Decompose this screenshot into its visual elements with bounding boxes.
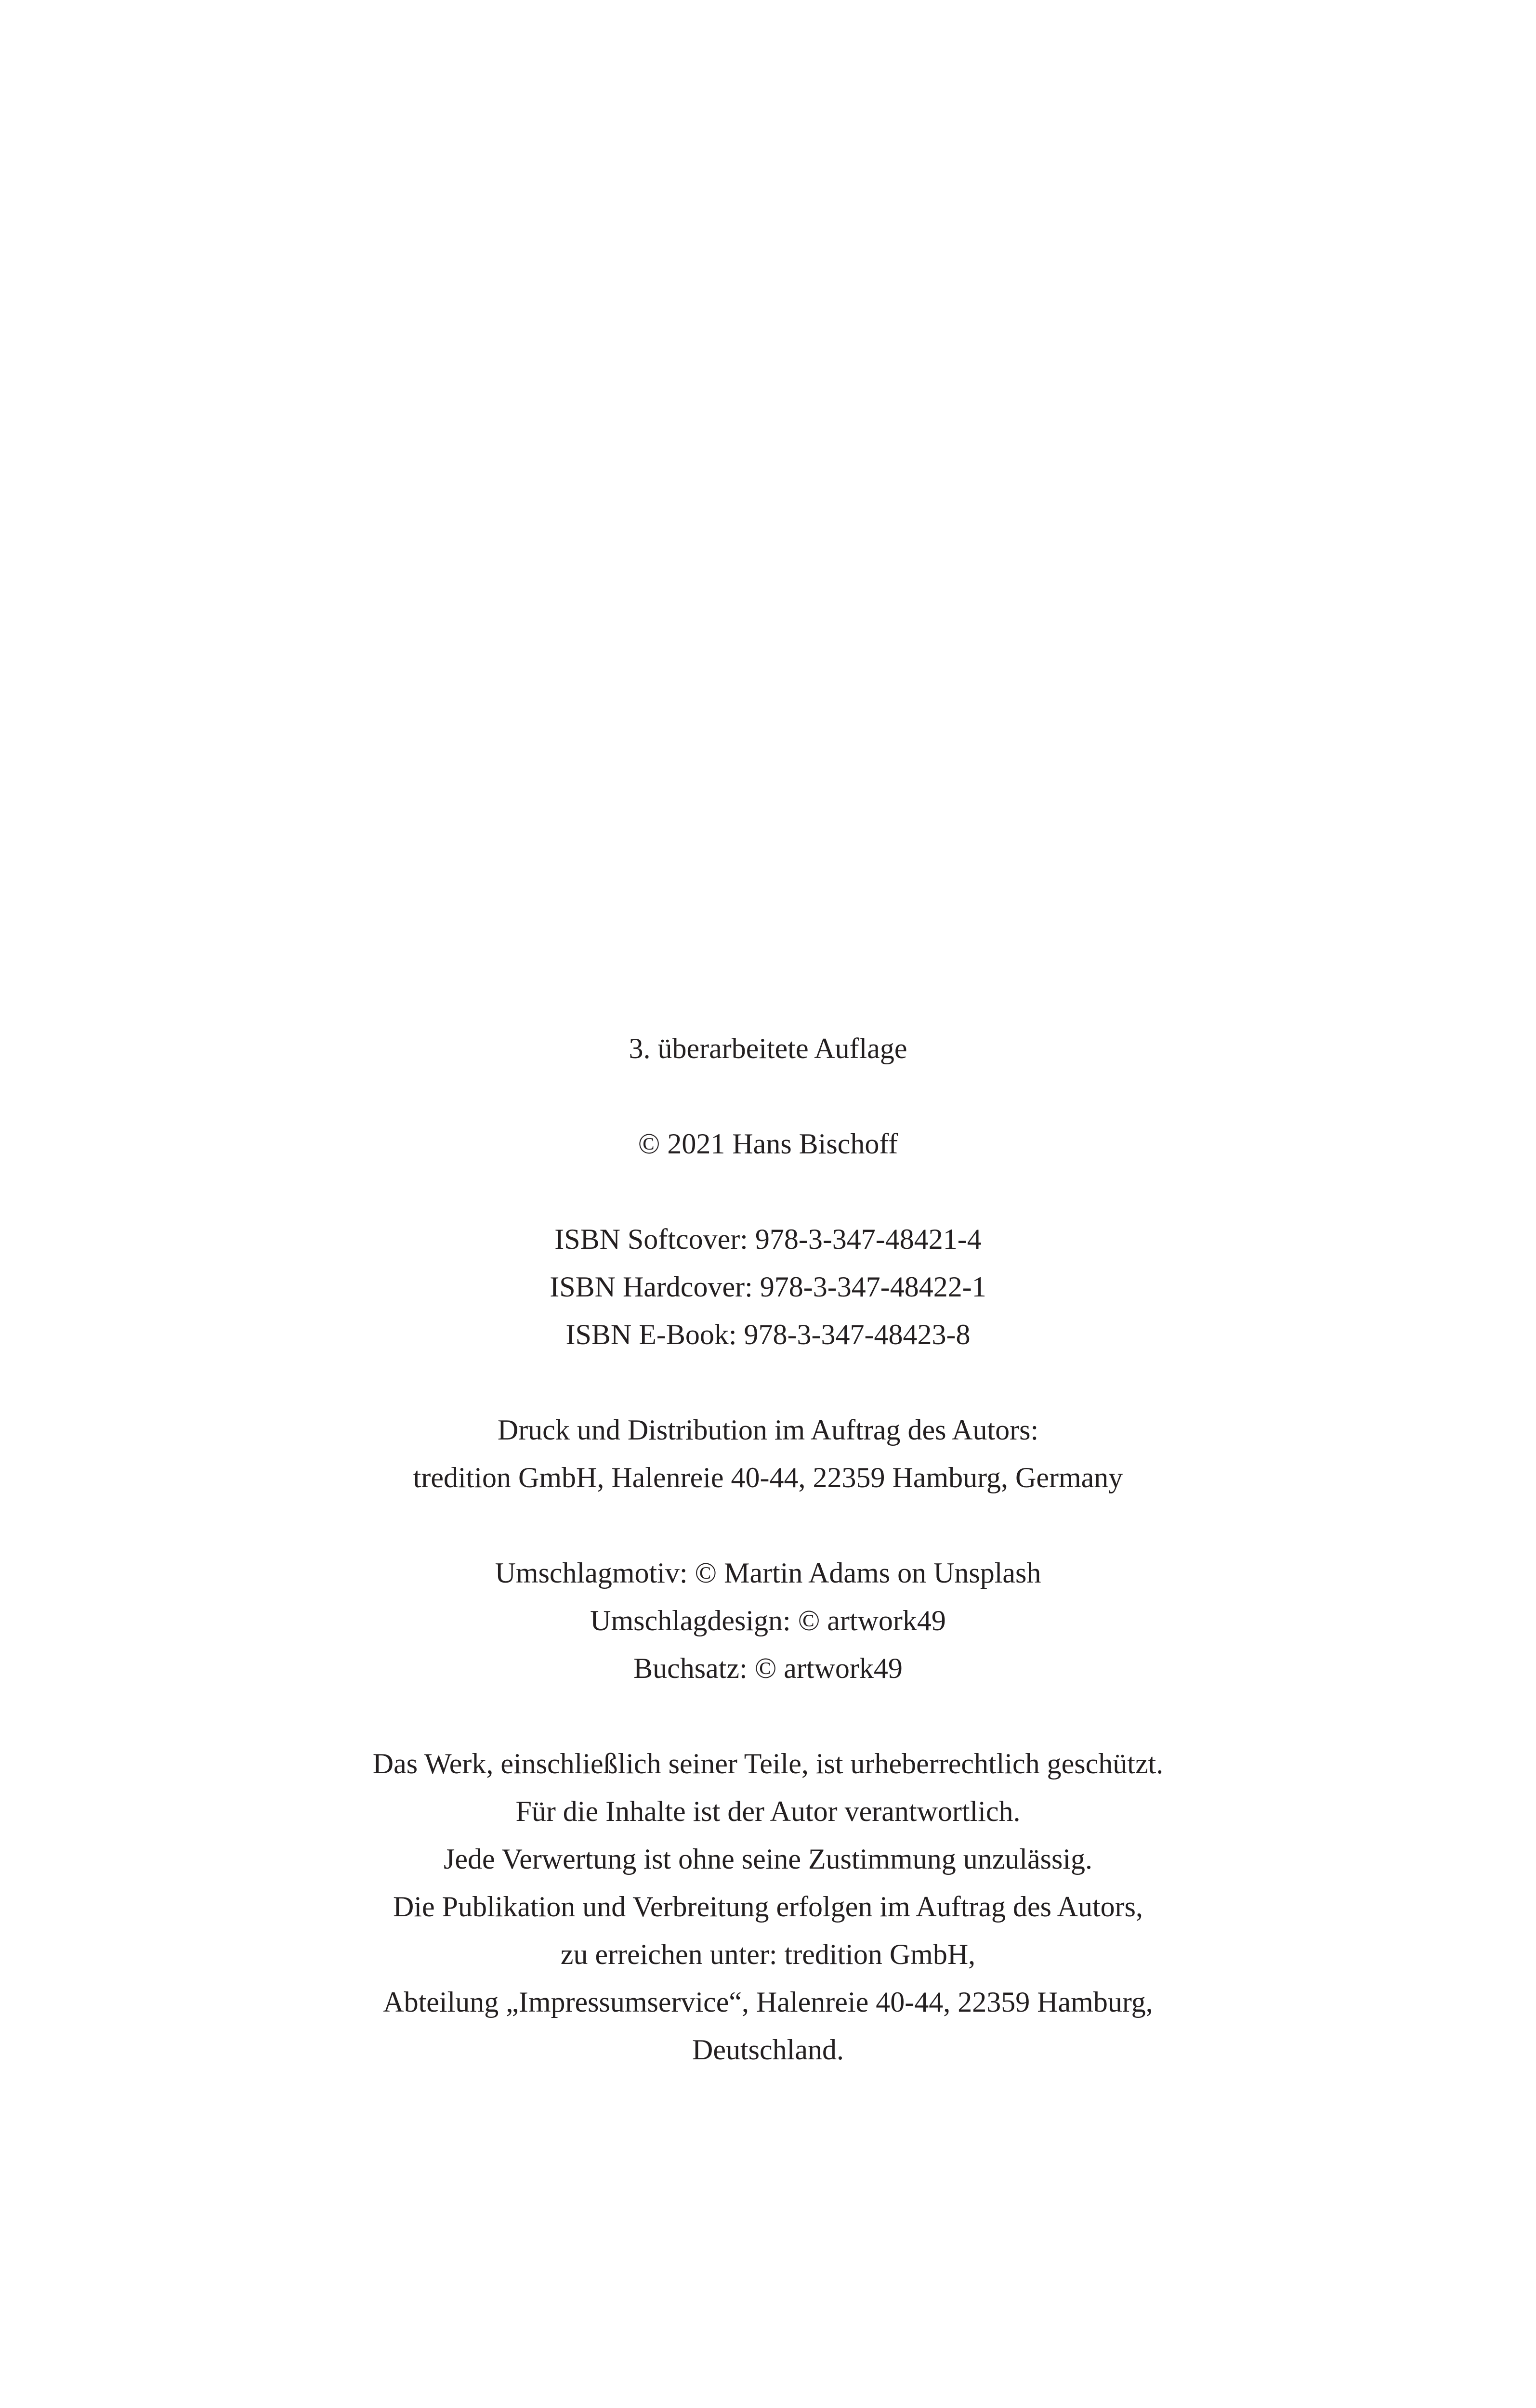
- imprint-page: [0, 1025, 1536, 2074]
- legal-line: Abteilung „Impressumservice“, Halenreie 40-44, 22359 Hamburg,: [383, 1986, 1153, 2018]
- spacer: [0, 1692, 1536, 1740]
- isbn-hardcover: ISBN Hardcover: 978-3-347-48422-1: [550, 1271, 986, 1303]
- cover-motif-credit: Umschlagmotiv: © Martin Adams on Unsplash: [495, 1557, 1041, 1589]
- printer-address: tredition GmbH, Halenreie 40-44, 22359 Hamburg, Germany: [413, 1462, 1123, 1493]
- credits-block: [0, 1549, 1536, 1692]
- copyright-block: [0, 1120, 1536, 1168]
- legal-line: Jede Verwertung ist ohne seine Zustimmung unzulässig.: [443, 1843, 1092, 1875]
- spacer: [0, 1168, 1536, 1216]
- spacer: [0, 1359, 1536, 1406]
- legal-line: Deutschland.: [692, 2034, 844, 2066]
- legal-line: zu erreichen unter: tredition GmbH,: [560, 1938, 976, 1970]
- cover-design-credit: Umschlagdesign: © artwork49: [590, 1605, 946, 1636]
- isbn-softcover: ISBN Softcover: 978-3-347-48421-4: [554, 1223, 982, 1255]
- legal-line: Die Publikation und Verbreitung erfolgen im Auftrag des Autors,: [393, 1891, 1143, 1923]
- spacer: [0, 1073, 1536, 1120]
- printing-line: Druck und Distribution im Auftrag des Autors:: [497, 1414, 1039, 1446]
- isbn-ebook: ISBN E-Book: 978-3-347-48423-8: [565, 1319, 971, 1350]
- spacer: [0, 1502, 1536, 1549]
- legal-line: Für die Inhalte ist der Autor verantwortlich.: [515, 1795, 1021, 1827]
- printing-block: [0, 1406, 1536, 1502]
- legal-block: [0, 1740, 1536, 2074]
- isbn-block: [0, 1216, 1536, 1359]
- edition-block: [0, 1025, 1536, 1073]
- edition-line: 3. überarbeitete Auflage: [629, 1033, 907, 1064]
- copyright-line: © 2021 Hans Bischoff: [638, 1128, 898, 1160]
- legal-line: Das Werk, einschließlich seiner Teile, ist urheberrechtlich geschützt.: [372, 1748, 1164, 1780]
- typesetting-credit: Buchsatz: © artwork49: [633, 1652, 903, 1684]
